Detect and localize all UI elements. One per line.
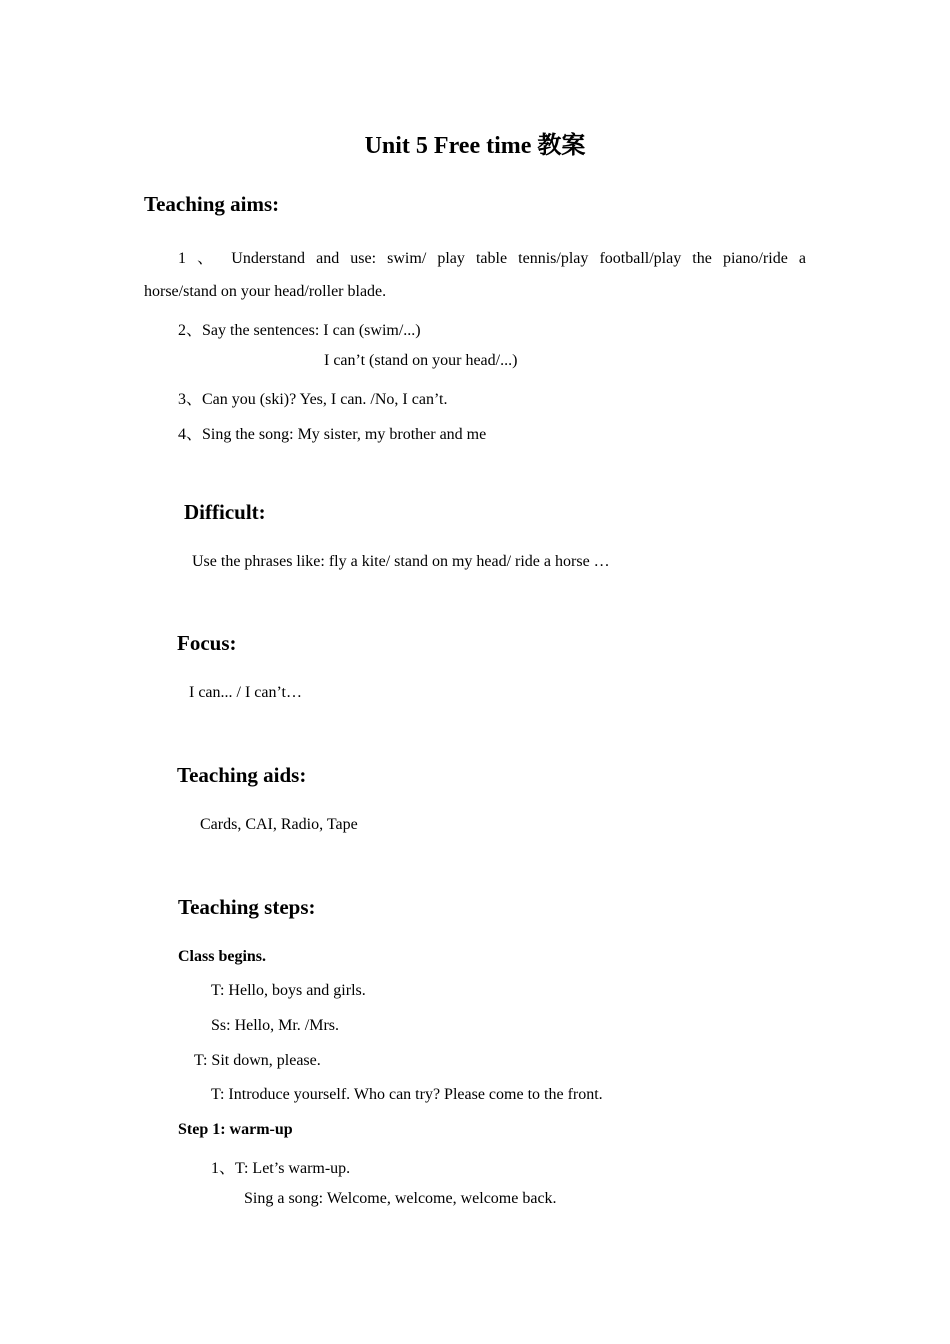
dialogue-line-3: T: Sit down, please. <box>194 1052 321 1069</box>
aim-item-1-line-2: horse/stand on your head/roller blade. <box>144 283 387 300</box>
focus-text: I can... / I can’t… <box>189 684 302 701</box>
teaching-aids-heading: Teaching aids: <box>177 763 307 787</box>
dialogue-line-4: T: Introduce yourself. Who can try? Please come to the front. <box>211 1086 603 1103</box>
difficult-text: Use the phrases like: fly a kite/ stand on my head/ ride a horse … <box>192 553 610 570</box>
aim-item-4: 4、Sing the song: My sister, my brother and me <box>178 426 487 443</box>
step-1-line-2: Sing a song: Welcome, welcome, welcome back. <box>244 1190 557 1207</box>
aim-item-1-line-1: 1 、 Understand and use: swim/ play table tennis/play football/play the piano/ride a <box>178 250 807 267</box>
aim-item-2-line-1: 2、Say the sentences: I can (swim/...) <box>178 322 421 339</box>
dialogue-line-1: T: Hello, boys and girls. <box>211 982 366 999</box>
class-begins-label: Class begins. <box>178 948 267 965</box>
difficult-heading: Difficult: <box>184 500 266 524</box>
focus-heading: Focus: <box>177 631 237 655</box>
step-1-heading: Step 1: warm-up <box>178 1121 293 1138</box>
aim-item-3: 3、Can you (ski)? Yes, I can. /No, I can’t. <box>178 391 448 408</box>
dialogue-line-2: Ss: Hello, Mr. /Mrs. <box>211 1017 340 1034</box>
teaching-aids-text: Cards, CAI, Radio, Tape <box>200 816 358 833</box>
step-1-line-1: 1、T: Let’s warm-up. <box>211 1160 351 1177</box>
teaching-aims-heading: Teaching aims: <box>144 192 280 216</box>
document-title: Unit 5 Free time 教案 <box>364 133 586 159</box>
teaching-steps-heading: Teaching steps: <box>178 895 316 919</box>
aim-item-2-line-2: I can’t (stand on your head/...) <box>324 352 518 369</box>
